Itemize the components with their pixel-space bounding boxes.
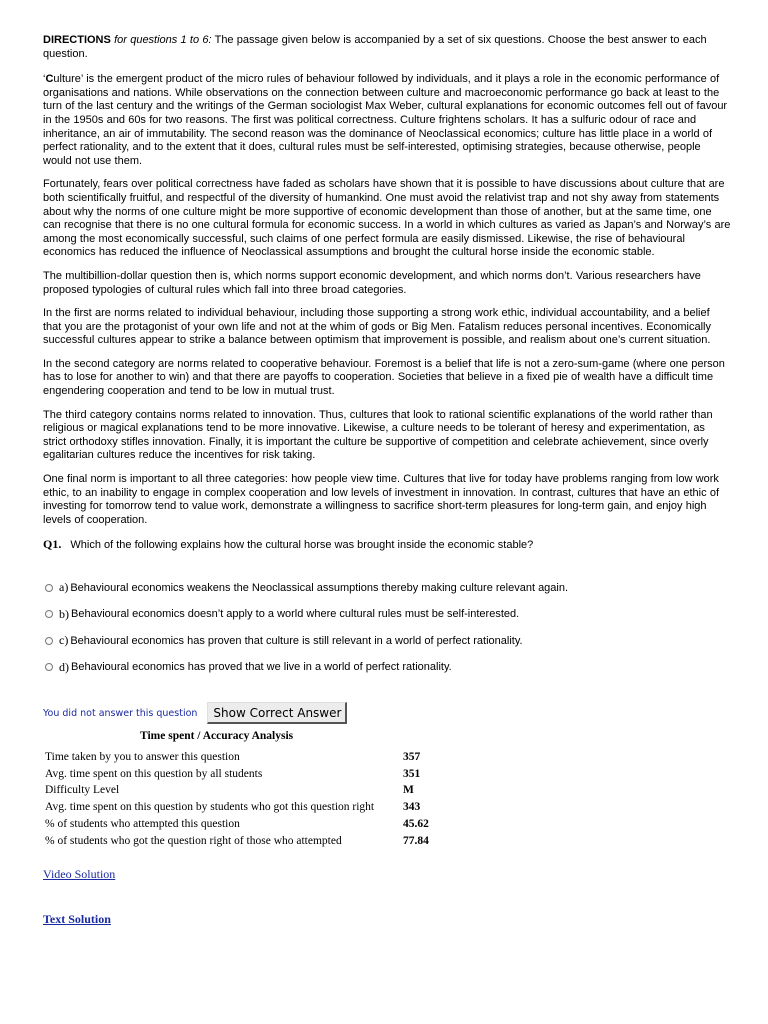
option-b-letter: b) <box>59 606 69 621</box>
table-row <box>45 748 429 765</box>
option-b-text: Behavioural economics doesn’t apply to a world where cultural rules must be self-interested. <box>71 608 520 621</box>
option-c[interactable] <box>43 627 731 654</box>
directions-label: DIRECTIONS <box>43 34 111 46</box>
passage-paragraph-7: One final norm is important to all three categories: how people view time. Cultures that live for today have problems ranging from low work ethic, to an inability to engage in complex cooperation and low levels of investment in innovation. In contrast, cultures that have an ethic of investing for tomorrow tend to value work, demonstrate a willingness to sacrifice short-term pleasures for long-term gain, and enjoy high levels of cooperation. <box>43 473 719 526</box>
passage-paragraph-6: The third category contains norms related to innovation. Thus, cultures that look to rational scientific explanations of the world rather than religious or magical explanations tend to be more innovative. Likewise, a culture needs to be tolerant of heresy and experimentation, as strict orthodoxy stifles innovation. Finally, it is important the culture be supportive of competition and celebrate achievement, since overly egalitarian cultures reduce the incentives for risk taking. <box>43 408 713 462</box>
stat-label: % of students who got the question right of those who attempted <box>45 834 342 847</box>
analysis-table <box>45 748 429 849</box>
option-d-letter: d) <box>59 659 69 674</box>
table-row <box>45 765 429 782</box>
option-a-text: Behavioural economics weakens the Neoclassical assumptions thereby making culture relevant again. <box>70 581 569 594</box>
text-solution-link[interactable]: Text Solution <box>43 912 111 927</box>
open-quote: ‘ <box>43 73 46 86</box>
directions-range: for questions 1 to 6: <box>114 34 212 46</box>
answer-status-row <box>43 702 731 724</box>
drop-letter: C <box>45 73 54 86</box>
table-row <box>45 832 429 849</box>
passage-paragraph-5: In the second category are norms related to cooperative behaviour. Foremost is a belief that life is not a zero-sum-game (where one person has to lose for another to win) and that there are payoffs to cooperation. Societies that believe in a fixed pie of wealth have a difficult time engendering cooperation and tend to be low in mutual trust. <box>43 357 725 398</box>
directions <box>43 34 731 61</box>
passage-text-1: ulture’ is the emergent product of the micro rules of behaviour followed by individuals, and it plays a role in the economic performance of organisations and nations. While observations on the connection between culture and macroeconomic performance go back at least to the turn of the last century and the writings of the German sociologist Max Weber, cultural explanations for economic outcomes fell out of favour in the 1950s and 60s for two reasons. The first was political correctness. Culture frightens scholars. It has a sulfuric odour of race and inheritance, an air of immutability. The second reason was the dominance of Neoclassical economics; culture has little place in a world of perfect rationality, and to the extent that it does, cultural rules must be self-interested, optimising strategies, because otherwise, people would not use them. <box>43 73 728 167</box>
question <box>43 537 731 552</box>
option-c-letter: c) <box>59 633 69 648</box>
question-label: Q1. <box>43 537 62 552</box>
option-c-text: Behavioural economics has proven that culture is still relevant in a world of perfect rationality. <box>70 634 523 647</box>
radio-b[interactable] <box>45 610 53 618</box>
question-text: Which of the following explains how the cultural horse was brought inside the economic stable? <box>70 539 534 552</box>
stat-label: Avg. time spent on this question by students who got this question right <box>45 801 375 814</box>
option-a[interactable] <box>43 574 731 601</box>
table-row <box>45 799 429 816</box>
stat-value: 45.62 <box>403 817 429 830</box>
option-a-letter: a) <box>59 580 69 595</box>
stat-value: 343 <box>403 801 421 814</box>
table-row <box>45 782 429 799</box>
stat-label: % of students who attempted this question <box>45 817 240 830</box>
option-d[interactable] <box>43 654 731 681</box>
stat-value: 351 <box>403 767 421 780</box>
radio-c[interactable] <box>45 637 53 645</box>
show-correct-answer-button[interactable]: Show Correct Answer <box>207 702 347 724</box>
passage-paragraph-2: Fortunately, fears over political correctness have faded as scholars have shown that it is possible to have discussions about culture that are both scientifically fruitful, and respectful of the diversity of humankind. One must avoid the relativist trap and not shy away from statements about why the norms of one culture might be more supportive of economic development than those of another, but at the same time, one can recognise that there is no one cultural formula for economic success. In a world in which cultures as varied as Japan’s and Norway’s are among the most economically successful, such claims of one perfect formula are easily dismissed. Likewise, the rise of behavioural economics has reduced the influence of Neoclassical assumptions and brought the cultural horse inside the economic stable. <box>43 178 731 259</box>
page <box>43 34 731 927</box>
option-b[interactable] <box>43 601 731 628</box>
option-d-text: Behavioural economics has proved that we live in a world of perfect rationality. <box>71 661 452 674</box>
passage-paragraph-4: In the first are norms related to individual behaviour, including those supporting a strong work ethic, individual accountability, and a belief that you are the protagonist of your own life and not at the whim of gods or Big Men. Fatalism reduces personal incentives. Economically successful cultures appear to strike a balance between optimism that improvement is possible, and realism about one’s current situation. <box>43 307 712 347</box>
radio-d[interactable] <box>45 663 53 671</box>
passage-paragraph-3: The multibillion-dollar question then is, which norms support economic development, and which norms don’t. Various researchers have proposed typologies of cultural rules which fall into three broad categories. <box>43 269 701 296</box>
stat-label: Time taken by you to answer this question <box>45 750 240 763</box>
video-solution-link[interactable]: Video Solution <box>43 867 116 882</box>
stat-value: M <box>403 784 414 797</box>
stat-label: Avg. time spent on this question by all students <box>45 767 263 780</box>
stat-label: Difficulty Level <box>45 784 120 797</box>
directions-text: The passage given below is accompanied by a set of six questions. Choose the best answer to each question. <box>43 34 707 60</box>
stat-value: 77.84 <box>403 834 429 847</box>
radio-a[interactable] <box>45 584 53 592</box>
analysis-title: Time spent / Accuracy Analysis <box>140 730 294 743</box>
table-row <box>45 816 429 833</box>
stat-value: 357 <box>403 750 421 763</box>
passage-paragraph-1 <box>43 73 731 168</box>
answer-options <box>43 574 731 680</box>
answer-status: You did not answer this question <box>43 707 198 719</box>
